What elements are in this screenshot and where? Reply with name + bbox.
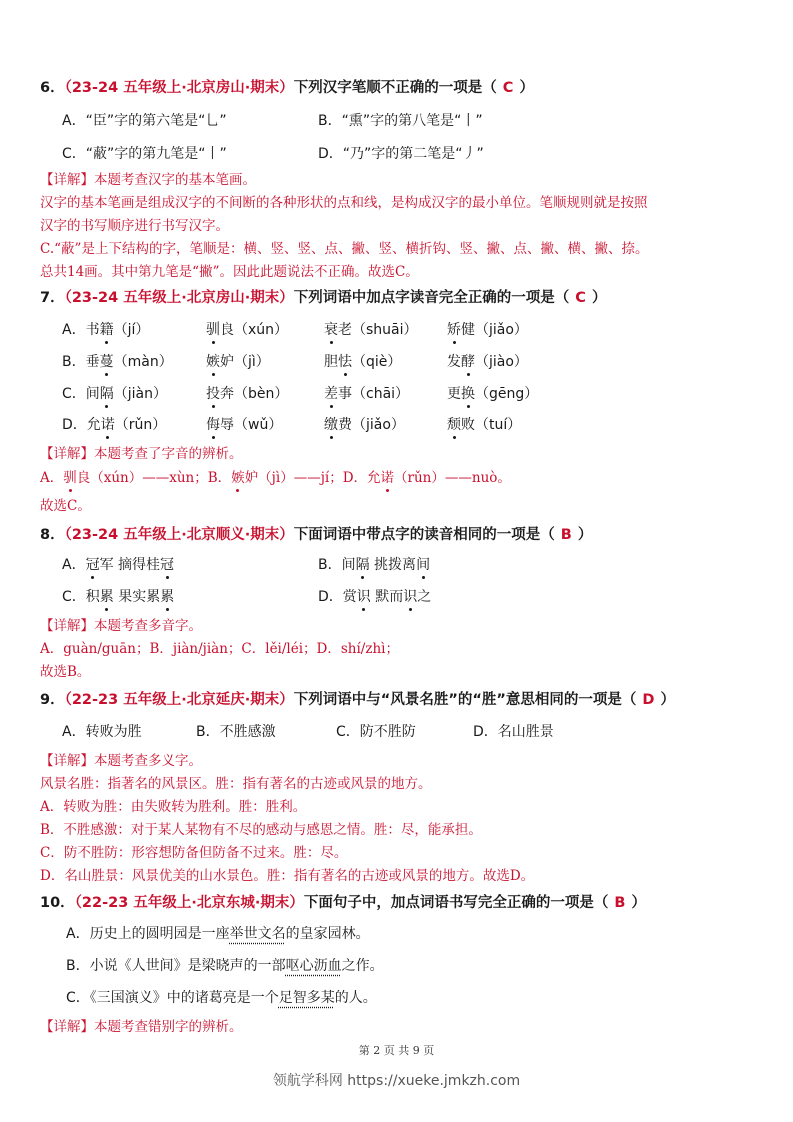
explanation-line: 【详解】本题考查错别字的辨析。 xyxy=(40,1019,243,1035)
option-cell: 侮辱（wǔ） xyxy=(206,417,283,433)
option-cell: 矫健（jiǎo） xyxy=(447,322,528,338)
question-stem: 下列汉字笔顺不正确的一项是（ xyxy=(293,80,497,96)
explanation-line: D．名山胜景：风景优美的山水景色。胜：指有著名的古迹或风景的地方。故选D。 xyxy=(40,868,535,884)
option-b: B．“熏”字的第八笔是“丨” xyxy=(318,113,483,129)
option-cell: B．垂蔓（màn） xyxy=(62,354,173,370)
option-c: C．积累 果实累累 xyxy=(62,589,175,605)
option-cell: 嫉妒（jì） xyxy=(206,354,270,370)
option-cell: 衰老（shuāi） xyxy=(324,322,418,338)
question-source: （23-24 五年级上·北京房山·期末） xyxy=(64,290,294,306)
option-a: A．冠军 摘得桂冠 xyxy=(62,557,175,573)
explanation-line: A．guàn/guān；B．jiàn/jiàn；C．lěi/léi；D．shí/zhì； xyxy=(40,641,399,657)
option-cell: A．书籍（jí） xyxy=(62,322,150,338)
option-cell: D．允诺（rǔn） xyxy=(62,417,167,433)
question-6-title: 6．（23-24 五年级上·北京房山·期末）下列汉字笔顺不正确的一项是（ C ） xyxy=(40,80,534,96)
option-a: A．“臣”字的第六笔是“乚” xyxy=(62,113,227,129)
answer-letter: B xyxy=(560,527,572,543)
option-cell: 胆怯（qiè） xyxy=(324,354,402,370)
option-a: A．转败为胜 xyxy=(62,724,142,740)
explanation-line: 故选C。 xyxy=(40,498,91,514)
question-stem: 下列词语中与“风景名胜”的“胜”意思相同的一项是（ xyxy=(293,692,637,708)
option-b: B．间隔 挑拨离间 xyxy=(318,557,431,573)
question-7-title: 7．（23-24 五年级上·北京房山·期末）下列词语中加点字读音完全正确的一项是（ C ） xyxy=(40,290,607,306)
explanation-line: B．不胜感激：对于某人某物有不尽的感动与感恩之情。胜：尽，能承担。 xyxy=(40,822,482,838)
explanation-line: C.“蔽”是上下结构的字，笔顺是：横、竖、竖、点、撇、竖、横折钩、竖、撇、点、撇、横、撇、捺。 xyxy=(40,241,649,257)
option-d: D．名山胜景 xyxy=(473,724,554,740)
question-8-title: 8．（23-24 五年级上·北京顺义·期末）下面词语中带点字的读音相同的一项是（ B ） xyxy=(40,527,593,543)
question-source: （23-24 五年级上·北京房山·期末） xyxy=(64,80,294,96)
question-source: （22-23 五年级上·北京延庆·期末） xyxy=(64,692,294,708)
answer-letter: D xyxy=(642,692,655,708)
option-b: B．小说《人世间》是梁晓声的一部呕心沥血之作。 xyxy=(66,958,384,974)
option-cell: 发酵（jiào） xyxy=(447,354,528,370)
question-number: 6． xyxy=(40,80,65,96)
question-stem: 下面句子中，加点词语书写完全正确的一项是（ xyxy=(303,895,609,911)
page-footer: 第 2 页 共 9 页 xyxy=(358,1044,435,1057)
explanation-line: 汉字的书写顺序进行书写汉字。 xyxy=(40,218,229,234)
option-b: B．不胜感激 xyxy=(196,724,276,740)
question-stem: 下面词语中带点字的读音相同的一项是（ xyxy=(293,527,555,543)
dotted-word: 足智多某 xyxy=(278,990,335,1006)
option-cell: 投奔（bèn） xyxy=(206,386,289,402)
explanation-line: 风景名胜：指著名的风景区。胜：指有著名的古迹或风景的地方。 xyxy=(40,776,432,792)
option-cell: 缴费（jiǎo） xyxy=(324,417,405,433)
question-stem: 下列词语中加点字读音完全正确的一项是（ xyxy=(293,290,570,306)
option-cell: 颓败（tuí） xyxy=(447,417,522,433)
answer-letter: C xyxy=(575,290,586,306)
explanation-line: C．防不胜防：形容想防备但防备不过来。胜：尽。 xyxy=(40,845,348,861)
dotted-word: 举世文名 xyxy=(229,926,286,942)
explanation-line: 总共14画。其中第九笔是“撇”。因此此题说法不正确。故选C。 xyxy=(40,264,419,280)
option-c: C．《三国演义》中的诸葛亮是一个足智多某的人。 xyxy=(66,990,377,1006)
explanation-line: 【详解】本题考查多义字。 xyxy=(40,753,202,769)
option-d: D．“乃”字的第二笔是“丿” xyxy=(318,146,484,162)
option-c: C．“蔽”字的第九笔是“丨” xyxy=(62,146,227,162)
watermark: 领航学科网 https://xueke.jmkzh.com xyxy=(272,1073,521,1089)
option-cell: 驯良（xún） xyxy=(206,322,289,338)
dotted-word: 呕心沥血 xyxy=(285,958,342,974)
option-c: C．防不胜防 xyxy=(336,724,416,740)
option-d: D．赏识 默而识之 xyxy=(318,589,432,605)
option-cell: 差事（chāi） xyxy=(324,386,410,402)
explanation-line: 【详解】本题考查了字音的辨析。 xyxy=(40,446,243,462)
answer-letter: C xyxy=(502,80,514,96)
explanation-line: 故选B。 xyxy=(40,664,91,680)
question-source: （22-23 五年级上·北京东城·期末） xyxy=(74,895,304,911)
explanation-line: 【详解】本题考查汉字的基本笔画。 xyxy=(40,172,256,188)
question-9-title: 9．（22-23 五年级上·北京延庆·期末）下列词语中与“风景名胜”的“胜”意思相同的一项是（ D ） xyxy=(40,692,675,708)
question-number: 9． xyxy=(40,692,65,708)
explanation-line: A．驯良（xún）——xùn；B．嫉妒（jì）——jí；D．允诺（rǔn）——nuò。 xyxy=(40,470,511,486)
question-10-title: 10．（22-23 五年级上·北京东城·期末）下面句子中，加点词语书写完全正确的一项是（ B ） xyxy=(40,895,646,911)
answer-letter: B xyxy=(614,895,626,911)
option-a: A．历史上的圆明园是一座举世文名的皇家园林。 xyxy=(66,926,370,942)
question-number: 10． xyxy=(40,895,75,911)
question-number: 7． xyxy=(40,290,65,306)
option-cell: 更换（gēng） xyxy=(447,386,539,402)
explanation-line: 汉字的基本笔画是组成汉字的不间断的各种形状的点和线，是构成汉字的最小单位。笔顺规则就是按照 xyxy=(40,195,648,211)
explanation-line: 【详解】本题考查多音字。 xyxy=(40,618,202,634)
question-source: （23-24 五年级上·北京顺义·期末） xyxy=(64,527,294,543)
option-cell: C．间隔（jiàn） xyxy=(62,386,168,402)
explanation-line: A．转败为胜：由失败转为胜利。胜：胜利。 xyxy=(40,799,307,815)
question-number: 8． xyxy=(40,527,65,543)
